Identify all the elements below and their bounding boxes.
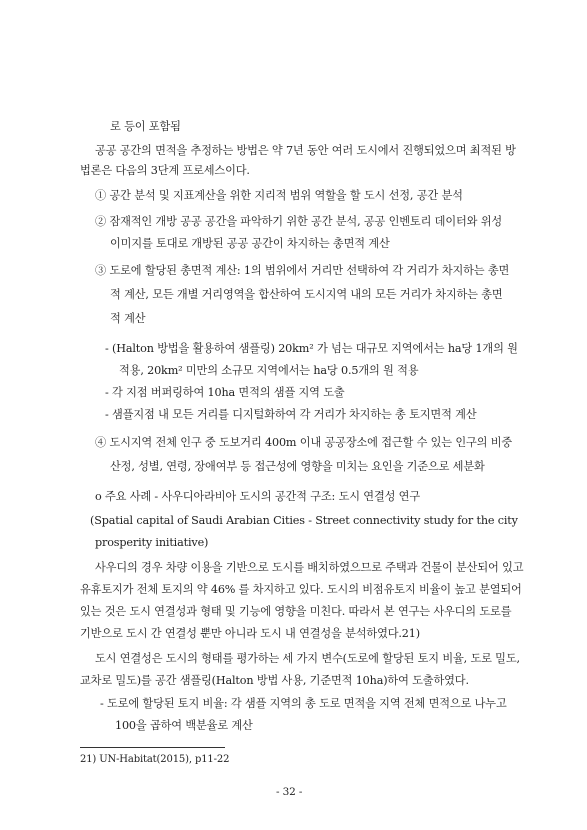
list-item: ③ 도로에 할당된 총면적 계산: 1의 범위에서 거리만 선택하여 각 거리가 차지하는 총면 [95, 264, 510, 277]
body-line: 유휴토지가 전체 토지의 약 46% 를 차지하고 있다. 도시의 비점유토지 비율이 높고 분열되어 [80, 583, 522, 596]
body-line: 공공 공간의 면적을 추정하는 방법은 약 7년 동안 여러 도시에서 진행되었으며 최적된 방 [95, 144, 516, 157]
body-line: 도시 연결성은 도시의 형태를 평가하는 세 가지 변수(도로에 할당된 토지 비율, 도로 밀도, [95, 652, 520, 665]
list-item-cont: 산정, 성별, 연령, 장애여부 등 접근성에 영향을 미치는 요인을 기준으로 세분화 [110, 460, 485, 473]
list-item: ④ 도시지역 전체 인구 중 도보거리 400m 이내 공공장소에 접근할 수 있는 인구의 비중 [95, 436, 513, 449]
page-number: - 32 - [276, 786, 303, 798]
footnote: 21) UN-Habitat(2015), p11-22 [80, 754, 230, 765]
list-item: ② 잠재적인 개방 공공 공간을 파악하기 위한 공간 분석, 공공 인벤토리 데이터와 위성 [95, 215, 503, 228]
sub-item-cont: 100을 곱하여 백분율로 계산 [115, 719, 253, 732]
footnote-divider [80, 747, 225, 748]
body-line: 로 등이 포함됨 [110, 120, 181, 133]
sub-item: - (Halton 방법을 활용하여 샘플링) 20km² 가 넘는 대규모 지역에서는 ha당 1개의 원 [105, 342, 518, 355]
body-line: 법론은 다음의 3단계 프로세스이다. [80, 164, 250, 177]
body-line: 교차로 밀도)를 공간 샘플링(Halton 방법 사용, 기준면적 10ha)하여 도출하였다. [80, 674, 469, 687]
case-heading: o 주요 사례 - 사우디아라비아 도시의 공간적 구조: 도시 연결성 연구 [95, 490, 420, 503]
case-subtitle-cont: prosperity initiative) [95, 536, 209, 549]
body-line: 기반으로 도시 간 연결성 뿐만 아니라 도시 내 연결성을 분석하였다.21) [80, 627, 420, 640]
sub-item: - 각 지점 버퍼링하여 10ha 면적의 샘플 지역 도출 [105, 386, 345, 399]
list-item-cont: 이미지를 토대로 개방된 공공 공간이 차지하는 총면적 계산 [110, 237, 390, 250]
sub-item: - 도로에 할당된 토지 비율: 각 샘플 지역의 총 도로 면적을 지역 전체 면적으로 나누고 [100, 697, 507, 710]
list-item: ① 공간 분석 및 지표계산을 위한 지리적 범위 역할을 할 도시 선정, 공간 분석 [95, 189, 463, 202]
case-subtitle: (Spatial capital of Saudi Arabian Cities - Street connectivity study for the city [90, 514, 518, 527]
sub-item-cont: 적용, 20km² 미만의 소규모 지역에서는 ha당 0.5개의 원 적용 [119, 364, 419, 377]
sub-item: - 샘플지점 내 모든 거리를 디지털화하여 각 거리가 차지하는 총 토지면적 계산 [105, 408, 477, 421]
list-item-cont: 적 계산, 모든 개별 거리영역을 합산하여 도시지역 내의 모든 거리가 차지하는 총면 [110, 288, 503, 301]
body-line: 사우디의 경우 차량 이용을 기반으로 도시를 배치하였으므로 주택과 건물이 분산되어 있고 [95, 561, 524, 574]
list-item-cont: 적 계산 [110, 312, 146, 325]
body-line: 있는 것은 도시 연결성과 형태 및 기능에 영향을 미친다. 따라서 본 연구는 사우디의 도로를 [80, 605, 512, 618]
